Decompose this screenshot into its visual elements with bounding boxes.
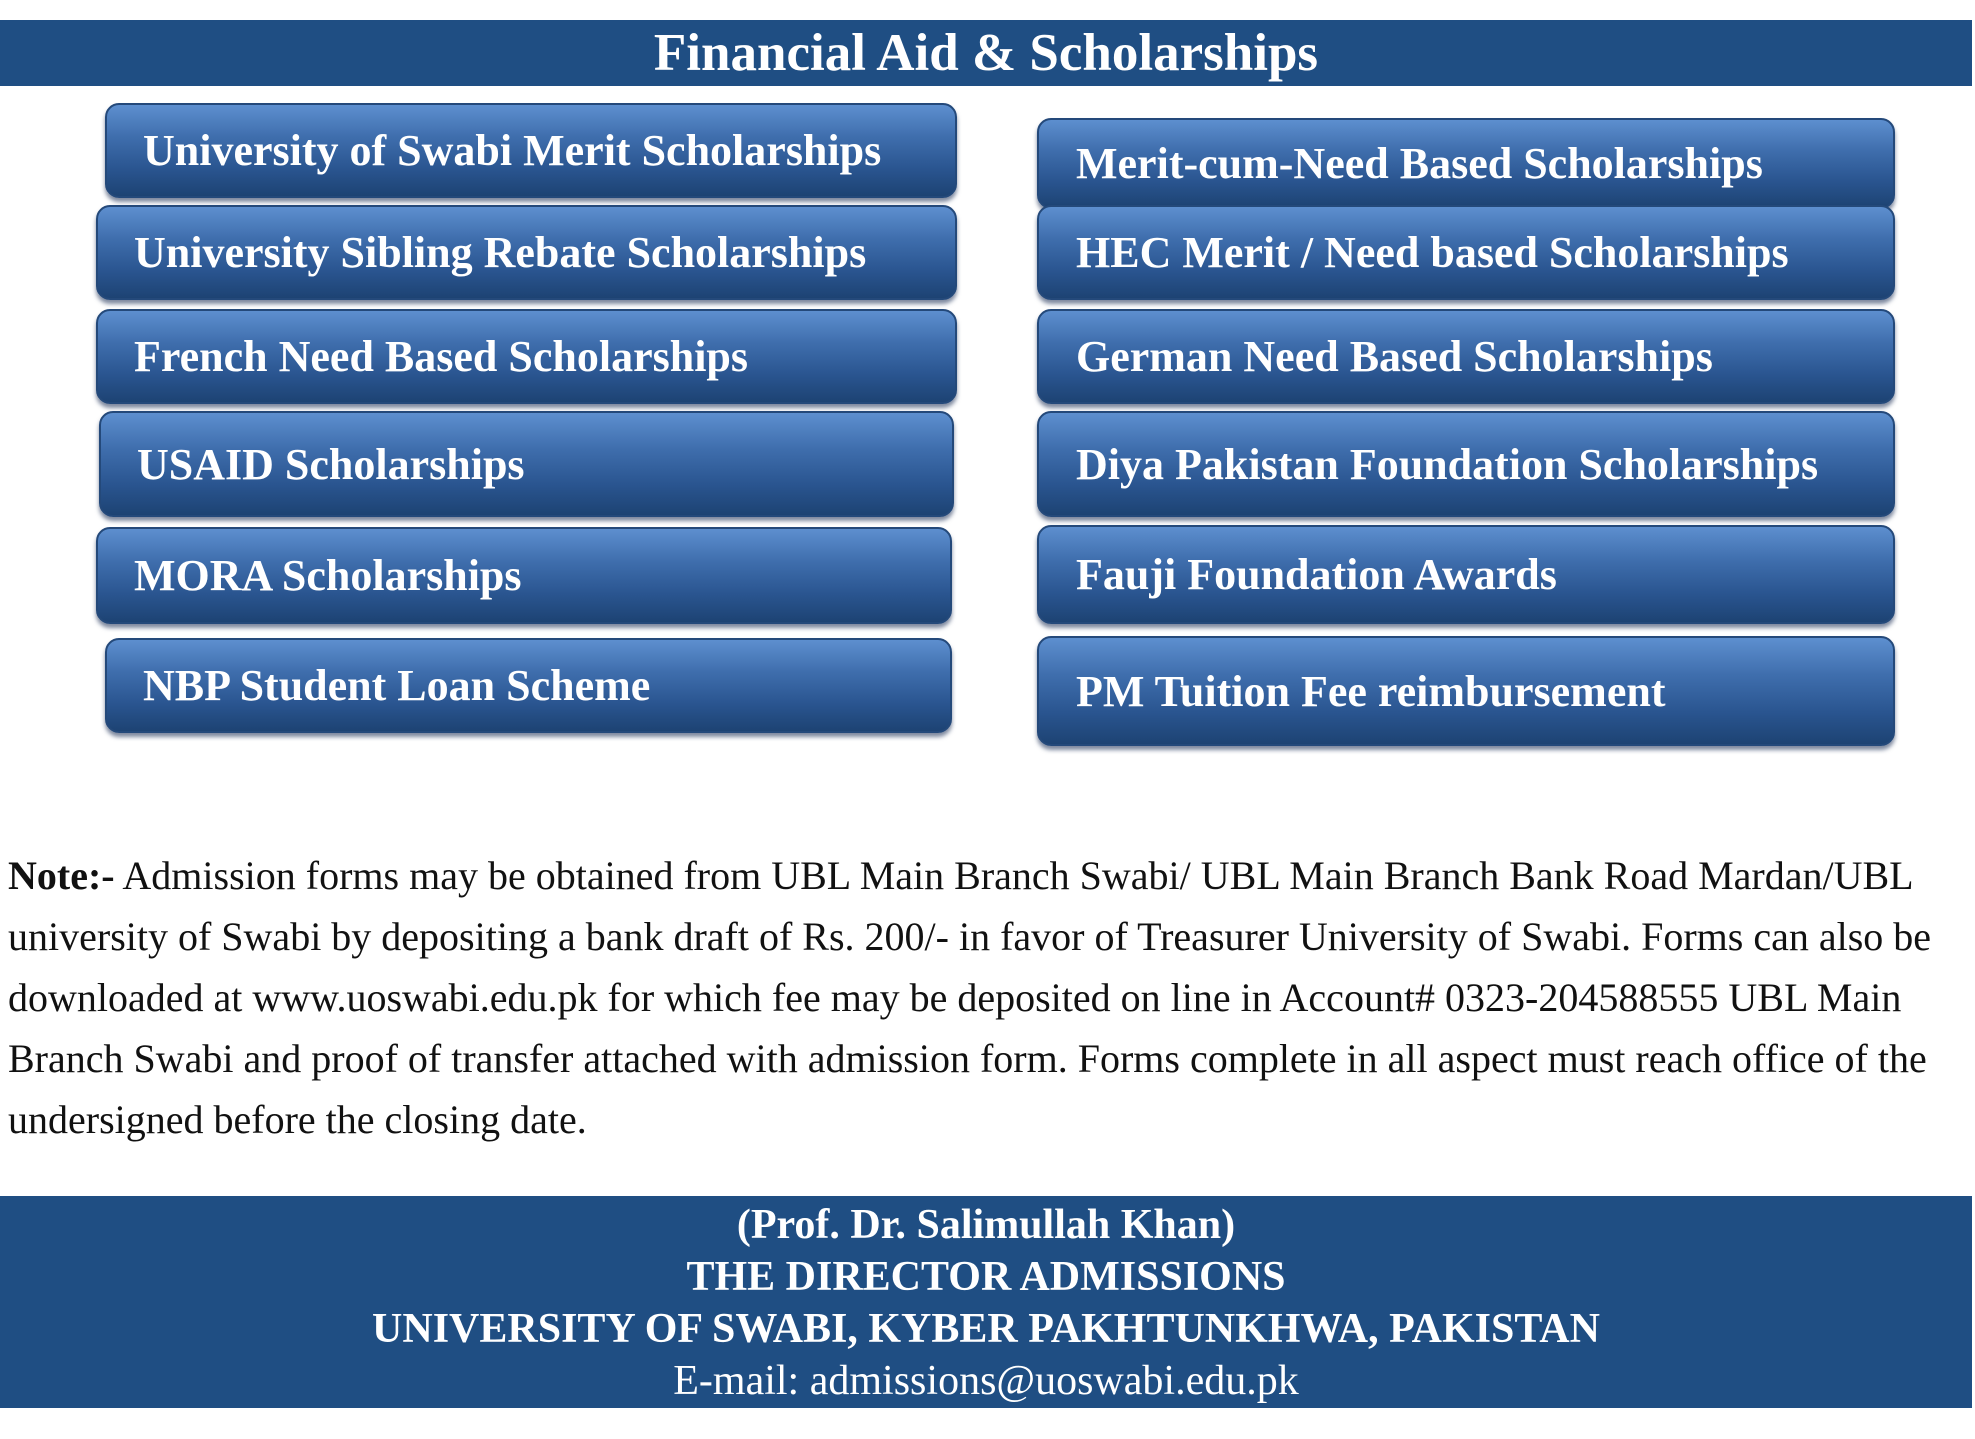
page-title: Financial Aid & Scholarships [0,20,1972,86]
scholarship-german-need-based[interactable] [1037,309,1895,404]
scholarship-fauji-foundation-awards[interactable] [1037,525,1895,624]
scholarship-label: MORA Scholarships [134,551,522,600]
scholarship-label: PM Tuition Fee reimbursement [1076,666,1666,716]
scholarship-label: University Sibling Rebate Scholarships [134,228,867,277]
scholarship-label: Fauji Foundation Awards [1076,550,1557,599]
scholarship-label: Merit-cum-Need Based Scholarships [1076,139,1763,188]
scholarship-nbp-student-loan[interactable] [105,638,952,733]
scholarship-label: HEC Merit / Need based Scholarships [1076,228,1789,277]
note-text: Admission forms may be obtained from UBL Main Branch Swabi/ UBL Main Branch Bank Road Mardan/UBL university of Swabi by depositing a bank draft of Rs. 200/- in favor of Treasurer University of Swabi. Forms can also be downloaded at www.uoswabi.edu.pk for which fee may be deposited on line in Account# 0323-204588555 UBL Main Branch Swabi and proof of transfer attached with admission form. Forms complete in all aspect must reach office of the undersigned before the closing date. [8,853,1932,1142]
scholarship-merit-cum-need-based[interactable] [1037,118,1895,209]
contact-email: E-mail: admissions@uoswabi.edu.pk [673,1358,1299,1404]
admission-note [8,845,1968,1150]
scholarship-pm-tuition-fee-reimbursement[interactable] [1037,636,1895,746]
scholarship-university-of-swabi-merit[interactable] [105,103,957,198]
institution-name: UNIVERSITY OF SWABI, KYBER PAKHTUNKHWA, PAKISTAN [372,1306,1600,1352]
scholarship-label: French Need Based Scholarships [134,332,749,381]
director-name: (Prof. Dr. Salimullah Khan) [736,1202,1236,1248]
scholarship-university-sibling-rebate[interactable] [96,205,957,300]
scholarship-diya-pakistan-foundation[interactable] [1037,411,1895,517]
director-designation: THE DIRECTOR ADMISSIONS [686,1254,1286,1300]
scholarship-french-need-based[interactable] [96,309,957,404]
signature-footer [0,1196,1972,1408]
scholarship-mora[interactable] [96,527,952,624]
scholarship-label: German Need Based Scholarships [1076,332,1713,381]
scholarship-usaid[interactable] [99,411,954,517]
scholarship-label: University of Swabi Merit Scholarships [143,126,882,175]
note-label: Note:- [8,853,115,898]
scholarship-label: USAID Scholarships [137,439,525,489]
scholarship-hec-merit-need-based[interactable] [1037,205,1895,300]
scholarship-label: Diya Pakistan Foundation Scholarships [1076,439,1819,489]
scholarship-label: NBP Student Loan Scheme [143,661,651,710]
